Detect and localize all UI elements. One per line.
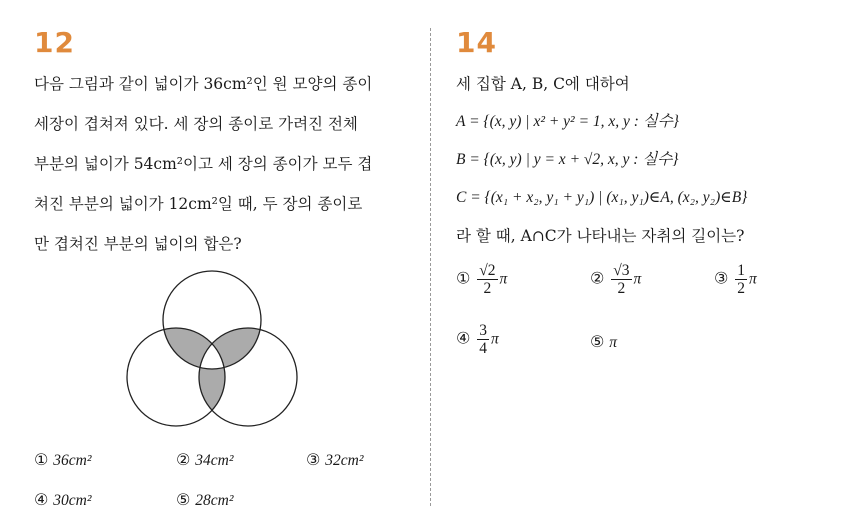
q12-choice-5[interactable]	[176, 490, 234, 510]
q12-text-line-2: 세장이 겹쳐져 있다. 세 장의 종이로 가려진 전체	[34, 115, 358, 133]
choice-mark: ③	[714, 268, 729, 288]
choice-mark: ②	[176, 450, 191, 469]
q12-choice-2[interactable]	[176, 450, 234, 470]
choice-mark: ①	[34, 450, 49, 469]
q14-choice-5[interactable]	[590, 332, 617, 352]
choice-text: 34cm²	[195, 452, 234, 469]
choice-suffix: π	[499, 270, 508, 288]
q14-text-line-1: 세 집합 A, B, C에 대하여	[456, 75, 630, 93]
choice-mark: ⑤	[176, 490, 191, 509]
q12-text-line-1: 다음 그림과 같이 넓이가 36cm²인 원 모양의 종이	[34, 75, 373, 93]
choice-mark: ④	[34, 490, 49, 509]
choice-mark: ④	[456, 328, 471, 348]
choice-text: 32cm²	[325, 452, 364, 469]
choice-suffix: π	[491, 330, 499, 348]
q14-set-b: B = {(x, y) | y = x + √2, x, y : 실수}	[456, 151, 679, 168]
q14-choice-4[interactable]	[456, 322, 499, 357]
choice-mark: ②	[590, 268, 605, 288]
choice-fraction: $\frac{√2}{2}$	[479, 262, 496, 297]
q12-choice-3[interactable]	[306, 450, 364, 470]
q14-text-line-5: 라 할 때, A∩C가 나타내는 자취의 길이는?	[456, 227, 745, 245]
choice-fraction: $\frac{√3}{2}$	[613, 262, 630, 297]
choice-text: 30cm²	[53, 492, 92, 509]
column-divider	[430, 28, 431, 506]
question-12-number: 12	[34, 26, 75, 59]
choice-text: 36cm²	[53, 452, 92, 469]
q12-choice-1[interactable]	[34, 450, 92, 470]
q12-text-line-4: 쳐진 부분의 넓이가 12cm²일 때, 두 장의 종이로	[34, 195, 363, 213]
choice-mark: ①	[456, 268, 471, 288]
q14-choice-3[interactable]	[714, 262, 757, 297]
choice-mark: ③	[306, 450, 321, 469]
choice-text: 28cm²	[195, 492, 234, 509]
q12-text-line-3: 부분의 넓이가 54cm²이고 세 장의 종이가 모두 겹	[34, 155, 373, 173]
q12-choice-4[interactable]	[34, 490, 92, 510]
venn-diagram	[118, 270, 308, 450]
choice-suffix: π	[633, 270, 642, 288]
choice-mark: ⑤	[590, 332, 605, 351]
question-14-number: 14	[456, 26, 497, 59]
q14-set-c: C = {(x₁ + x₂, y₁ + y₁) | (x₁, y₁)∈A, (x₂, y₂)∈B}	[456, 189, 748, 206]
q14-choice-1[interactable]	[456, 262, 507, 297]
choice-suffix: π	[609, 334, 618, 351]
q14-choice-2[interactable]	[590, 262, 641, 297]
choice-fraction: $\frac{3}{4}$	[479, 322, 488, 357]
choice-suffix: π	[749, 270, 757, 288]
q12-text-line-5: 만 겹쳐진 부분의 넓이의 합은?	[34, 235, 242, 253]
choice-fraction: $\frac{1}{2}$	[737, 262, 746, 297]
q14-set-a: A = {(x, y) | x² + y² = 1, x, y : 실수}	[456, 113, 679, 130]
